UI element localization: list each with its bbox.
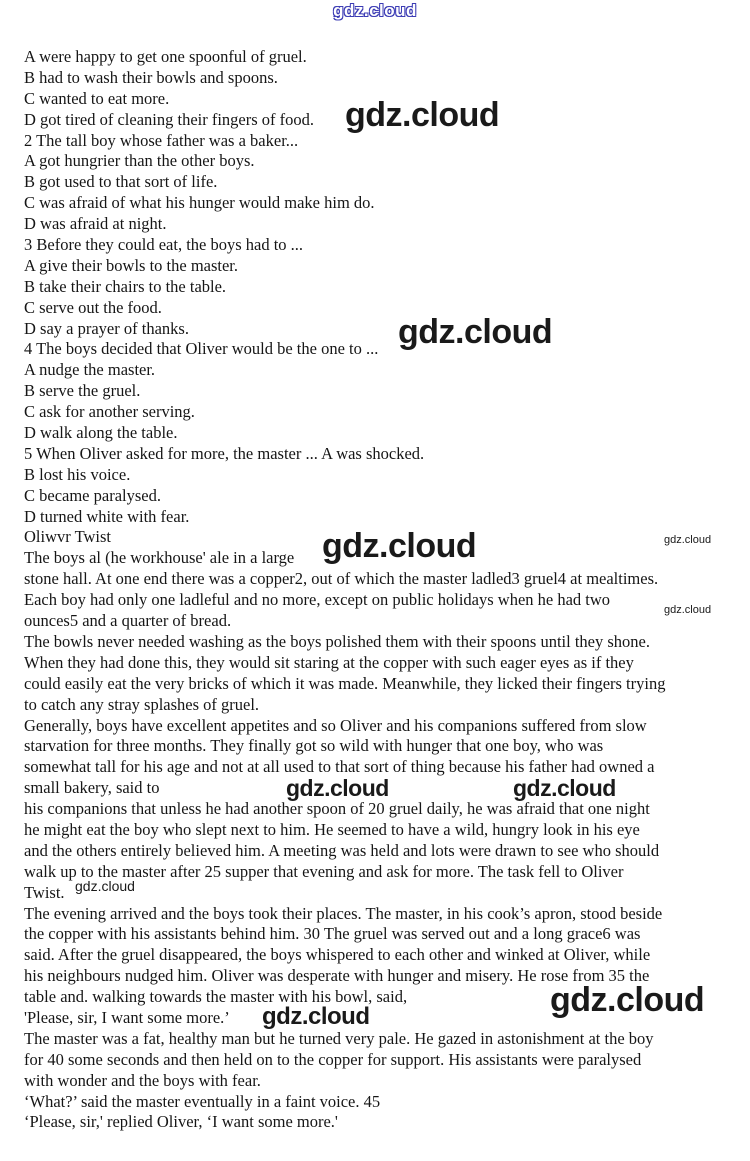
text-line: B take their chairs to the table. — [24, 276, 227, 296]
text-line: with wonder and the boys with fear. — [24, 1070, 261, 1090]
text-line: somewhat tall for his age and not at all used to that sort of thing because his father had owned a — [24, 757, 655, 777]
text-line: A got hungrier than the other boys. — [24, 151, 255, 171]
text-line: for 40 some seconds and then held on to the copper for support. His assistants were paralysed — [24, 1049, 642, 1069]
document-text — [24, 47, 736, 1133]
text-line: his companions that unless he had another spoon of 20 gruel daily, he was afraid that one night — [24, 799, 650, 819]
watermark-overlay: gdz.cloud — [322, 527, 477, 565]
text-line: C wanted to eat more. — [24, 88, 170, 108]
watermark-overlay-small: gdz.cloud — [75, 878, 135, 894]
text-line: stone hall. At one end there was a copper2, out of which the master ladled3 gruel4 at mealtimes. — [24, 569, 659, 589]
text-line: Oliwvr Twist — [24, 527, 112, 547]
text-line: D turned white with fear. — [24, 506, 190, 526]
text-line: When they had done this, they would sit staring at the copper with such eager eyes as if they — [24, 652, 634, 672]
text-line: Twist. — [24, 882, 65, 902]
watermark-overlay: gdz.cloud — [513, 775, 616, 801]
text-line: The evening arrived and the boys took their places. The master, in his cook’s apron, stood beside — [24, 903, 663, 923]
text-line: starvation for three months. They finally got so wild with hunger that one boy, who was — [24, 736, 604, 756]
text-line: The boys al (he workhouse' ale in a large — [24, 548, 295, 568]
watermark-overlay: gdz.cloud — [550, 981, 705, 1019]
text-line: C serve out the food. — [24, 297, 162, 317]
text-line: B lost his voice. — [24, 464, 131, 484]
text-line: his neighbours nudged him. Oliver was desperate with hunger and misery. He rose from 35 the — [24, 966, 650, 986]
watermark-overlay: gdz.cloud — [345, 96, 500, 134]
text-line: 5 When Oliver asked for more, the master ... A was shocked. — [24, 443, 425, 463]
text-line: 3 Before they could eat, the boys had to ... — [24, 235, 304, 255]
text-line: ‘Please, sir,' replied Oliver, ‘I want some more.' — [24, 1112, 338, 1132]
text-line: to catch any stray splashes of gruel. — [24, 694, 260, 714]
text-line: walk up to the master after 25 supper that evening and ask for more. The task fell to Oliver — [24, 861, 624, 881]
text-line: B serve the gruel. — [24, 381, 141, 401]
text-line: A nudge the master. — [24, 360, 156, 380]
text-line: the copper with his assistants behind him. 30 The gruel was served out and a long grace6 was — [24, 924, 641, 944]
watermark-overlay: gdz.cloud — [398, 313, 553, 351]
text-line: table and. walking towards the master with his bowl, said, — [24, 987, 408, 1007]
text-line: Each boy had only one ladleful and no more, except on public holidays when he had two — [24, 590, 611, 610]
text-line: 4 The boys decided that Oliver would be the one to ... — [24, 339, 379, 359]
text-line: A give their bowls to the master. — [24, 255, 239, 275]
text-line: D say a prayer of thanks. — [24, 318, 189, 338]
watermark-overlay: gdz.cloud — [262, 1003, 370, 1030]
text-line: small bakery, said to — [24, 778, 160, 798]
text-line: The bowls never needed washing as the boys polished them with their spoons until they shone. — [24, 631, 650, 651]
text-line: D got tired of cleaning their fingers of food. — [24, 109, 315, 129]
text-line: D was afraid at night. — [24, 214, 167, 234]
text-line: 'Please, sir, I want some more.’ — [24, 1007, 230, 1027]
site-logo-watermark: gdz.cloud — [333, 1, 417, 20]
text-line: ‘What?’ said the master eventually in a faint voice. 45 — [24, 1091, 381, 1111]
text-line: D walk along the table. — [24, 423, 178, 443]
text-line: said. After the gruel disappeared, the boys whispered to each other and winked at Oliver, while — [24, 945, 651, 965]
text-line: Generally, boys have excellent appetites and so Oliver and his companions suffered from slow — [24, 715, 647, 735]
text-line: 2 The tall boy whose father was a baker... — [24, 130, 299, 150]
watermark-overlay-small: gdz.cloud — [664, 604, 712, 616]
text-line: B had to wash their bowls and spoons. — [24, 67, 278, 87]
text-line: and the others entirely believed him. A meeting was held and lots were drawn to see who should — [24, 840, 660, 860]
text-line: C became paralysed. — [24, 485, 161, 505]
watermark-overlay: gdz.cloud — [286, 775, 389, 801]
text-line: A were happy to get one spoonful of gruel. — [24, 47, 307, 66]
text-line: he might eat the boy who slept next to him. He seemed to have a wild, hungry look in his eye — [24, 819, 640, 839]
text-line: B got used to that sort of life. — [24, 172, 218, 192]
text-line: ounces5 and a quarter of bread. — [24, 611, 232, 631]
watermark-overlay-small: gdz.cloud — [664, 534, 712, 546]
text-line: could easily eat the very bricks of which it was made. Meanwhile, they licked their fingers trying — [24, 673, 666, 693]
text-line: C was afraid of what his hunger would make him do. — [24, 193, 375, 213]
text-line: The master was a fat, healthy man but he turned very pale. He gazed in astonishment at the boy — [24, 1028, 654, 1048]
text-line: C ask for another serving. — [24, 402, 195, 422]
